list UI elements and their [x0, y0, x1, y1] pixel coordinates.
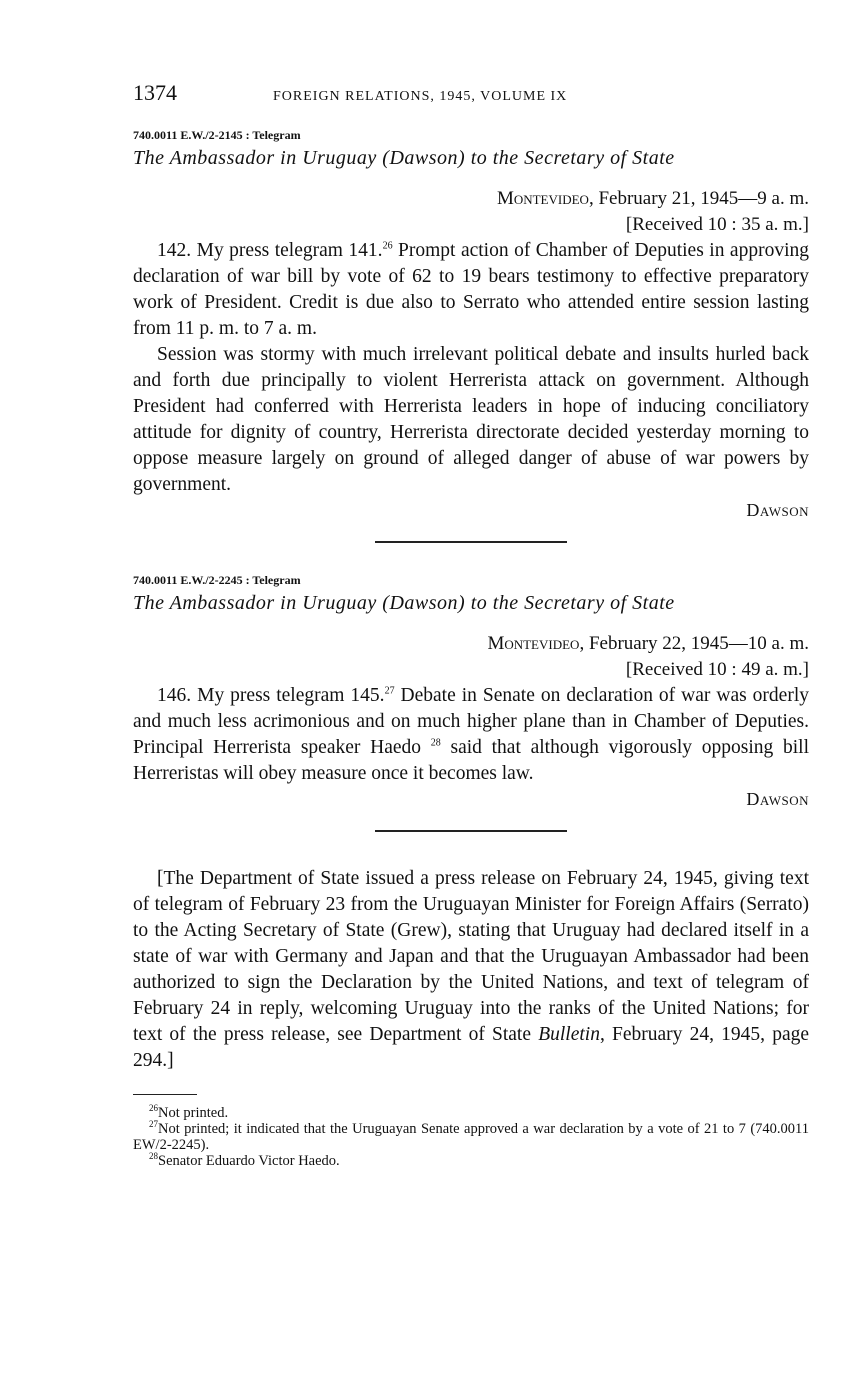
publication-title: Bulletin — [538, 1024, 600, 1045]
document-title: The Ambassador in Uruguay (Dawson) to the Secretary of State — [133, 592, 675, 614]
footnotes — [133, 1102, 809, 1169]
page-header — [133, 80, 809, 110]
place: Montevideo — [487, 633, 580, 654]
dateline — [133, 186, 809, 238]
place: Montevideo — [496, 188, 589, 209]
file-reference: 740.0011 E.W./2-2145 : Telegram — [133, 128, 301, 142]
footnote: $^{28}$Senator Eduardo Victor Haedo. — [149, 1150, 340, 1169]
footnote: $^{26}$Not printed. — [149, 1102, 229, 1121]
section-divider — [375, 830, 567, 832]
received-time: [Received 10 : 35 a. m.] — [625, 214, 809, 235]
paragraph: Session was stormy with much irrelevant political debate and insults hurled back and forth due principally to violent Herrerista attack on government. Although President had conferred with Herrerista leaders in hope of inducing conciliatory attitude for dignity of country, Herrerista directorate decided yesterday morning to oppose measure largely on ground of alleged danger of abuse of war powers by government. — [133, 344, 809, 495]
received-time: [Received 10 : 49 a. m.] — [625, 659, 809, 680]
page — [133, 80, 809, 1169]
paragraph: 146. My press telegram 145.27 Debate in Senate on declaration of war was orderly and much less acrimonious and on much higher plane than in Chamber of Deputies. Principal Herrerista speaker Haedo $^{28}$ said that although vigorously opposing bill Herreristas will obey measure once it becomes law. — [133, 685, 809, 784]
document-1 — [133, 128, 809, 521]
dateline — [133, 631, 809, 683]
date: , February 22, 1945—10 a. m. — [579, 633, 809, 654]
signature: Dawson — [746, 500, 809, 520]
document-title: The Ambassador in Uruguay (Dawson) to the Secretary of State — [133, 147, 675, 169]
editorial-note: [The Department of State issued a press release on February 24, 1945, giving text of telegram of February 23 from the Uruguayan Minister for Foreign Affairs (Serrato) to the Acting Secretary of State (Grew), stating that Uruguay had declared itself in a state of war with Germany and Japan and that the Uruguayan Ambassador had been authorized to sign the Declaration by the United Nations, and text of telegram of February 24 in reply, welcoming Uruguay into the ranks of the United Nations; for text of the press release, see Department of State Bulletin, February 24, 1945, page 294.] — [133, 868, 810, 1071]
footnote-divider — [133, 1094, 197, 1095]
running-head: FOREIGN RELATIONS, 1945, VOLUME IX — [273, 89, 568, 104]
signature: Dawson — [746, 789, 809, 809]
footnote-ref: 27 — [384, 685, 395, 697]
date: , February 21, 1945—9 a. m. — [588, 188, 809, 209]
footnote-ref: 26 — [382, 240, 393, 252]
file-reference: 740.0011 E.W./2-2245 : Telegram — [133, 573, 301, 587]
section-divider — [375, 541, 567, 543]
paragraph: 142. My press telegram 141.26 Prompt action of Chamber of Deputies in approving declaration of war bill by vote of 62 to 19 bears testimony to effective preparatory work of President. Credit is due also to Serrato who attended entire session lasting from 11 p. m. to 7 a. m. — [133, 240, 809, 339]
footnote-ref: 28 — [430, 737, 441, 749]
document-2 — [133, 573, 809, 810]
footnote: $^{27}$Not printed; it indicated that the Uruguayan Senate approved a war declaration by a vote of 21 to 7 (740.0011 EW/2-2245). — [133, 1118, 809, 1153]
page-number: 1374 — [133, 80, 177, 105]
